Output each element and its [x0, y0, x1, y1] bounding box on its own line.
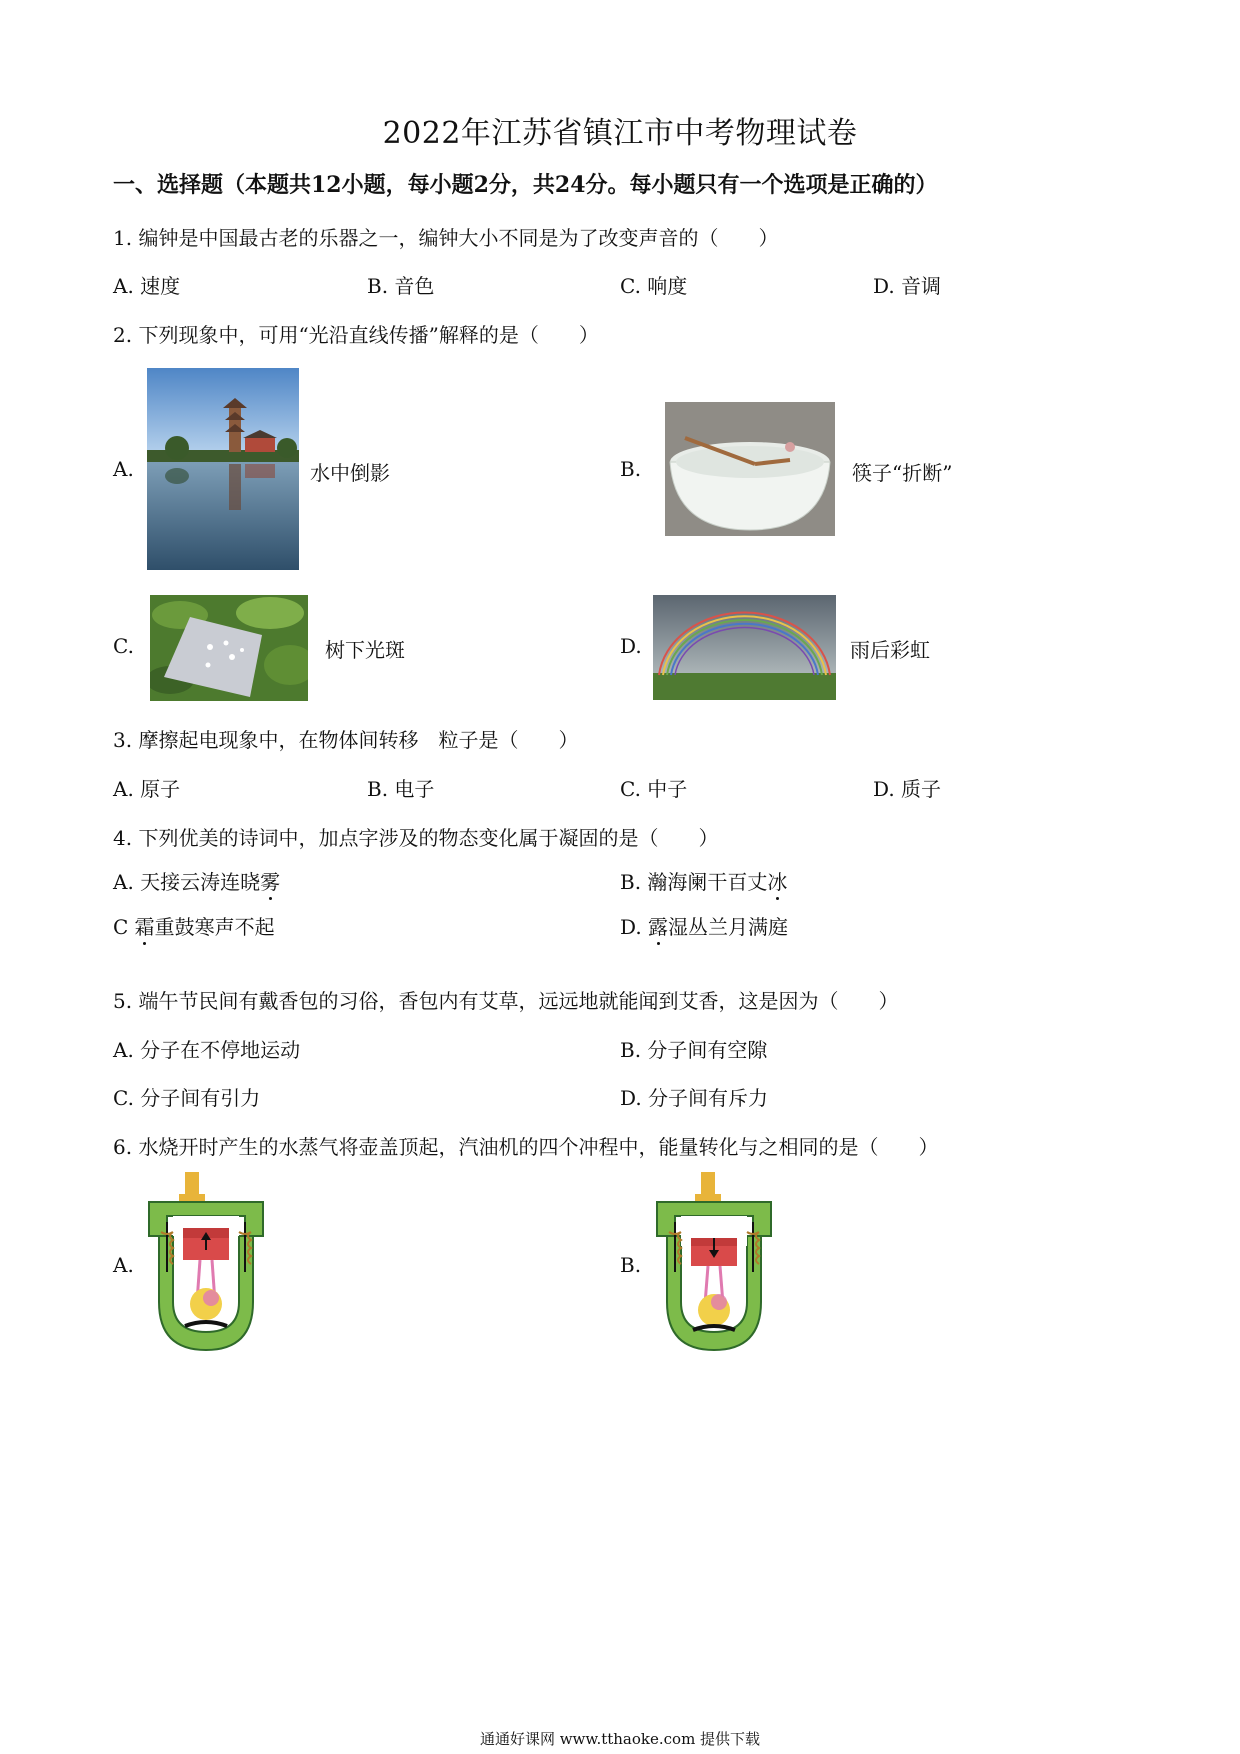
- pagoda-reflection-photo: [147, 368, 299, 570]
- q4-option-d: [620, 911, 788, 940]
- q3-option-c: C. 中子: [620, 777, 688, 801]
- engine-stroke-b-diagram: [653, 1172, 775, 1355]
- q4-b-dotted-char: 冰: [767, 870, 788, 894]
- light-spots-photo: [150, 595, 308, 701]
- q5-option-c: C. 分子间有引力: [113, 1086, 261, 1110]
- q5-option-a: A. 分子在不停地运动: [113, 1038, 301, 1062]
- q4-option-b: [620, 866, 787, 895]
- q2-option-a-label: A.: [113, 457, 134, 481]
- q4-d-dotted-char: 露: [648, 915, 669, 939]
- q3-option-b: B. 电子: [367, 777, 435, 801]
- question-4-stem: 4. 下列优美的诗词中，加点字涉及的物态变化属于凝固的是（ ）: [113, 826, 719, 850]
- question-5-stem: 5. 端午节民间有戴香包的习俗，香包内有艾草，远远地就能闻到艾香，这是因为（ ）: [113, 989, 899, 1013]
- q3-option-a: A. 原子: [113, 777, 181, 801]
- q4-a-text: A. 天接云涛连晓: [113, 870, 261, 894]
- q4-c-text: C: [113, 915, 135, 939]
- page-title: 2022年江苏省镇江市中考物理试卷: [382, 116, 858, 151]
- engine-stroke-a-diagram: [145, 1172, 267, 1355]
- question-2-stem: 2. 下列现象中，可用“光沿直线传播”解释的是（ ）: [113, 323, 599, 347]
- question-3-stem: 3. 摩擦起电现象中，在物体间转移 粒子是（ ）: [113, 728, 579, 752]
- q4-b-text: B. 瀚海阑干百丈: [620, 870, 768, 894]
- q4-d-text: D.: [620, 915, 649, 939]
- q4-c-dotted-char: 霜: [134, 915, 155, 939]
- q2-option-a-caption: 水中倒影: [310, 461, 390, 485]
- q4-d-text-post: 湿丛兰月满庭: [668, 915, 789, 939]
- q1-option-b: B. 音色: [367, 274, 435, 298]
- q3-option-d: D. 质子: [873, 777, 942, 801]
- q5-option-b: B. 分子间有空隙: [620, 1038, 768, 1062]
- rainbow-photo: [653, 595, 836, 700]
- question-1-stem: 1. 编钟是中国最古老的乐器之一，编钟大小不同是为了改变声音的（ ）: [113, 226, 779, 250]
- q1-option-d: D. 音调: [873, 274, 942, 298]
- q2-option-c-caption: 树下光斑: [325, 638, 405, 662]
- q4-c-text-post: 重鼓寒声不起: [154, 915, 275, 939]
- q6-option-b-label: B.: [620, 1253, 642, 1277]
- q4-option-c: [113, 911, 275, 940]
- q1-option-a: A. 速度: [113, 274, 181, 298]
- section-heading: 一、选择题（本题共12小题，每小题2分，共24分。每小题只有一个选项是正确的）: [113, 172, 938, 198]
- q4-a-dotted-char: 雾: [260, 870, 281, 894]
- q2-option-d-label: D.: [620, 634, 642, 658]
- page-footer: 通通好课网 www.tthaoke.com 提供下载: [479, 1730, 761, 1748]
- q2-option-c-label: C.: [113, 634, 134, 658]
- q2-option-d-caption: 雨后彩虹: [850, 638, 930, 662]
- q2-option-b-caption: 筷子“折断”: [852, 461, 953, 485]
- q2-option-b-label: B.: [620, 457, 642, 481]
- q1-option-c: C. 响度: [620, 274, 688, 298]
- question-6-stem: 6. 水烧开时产生的水蒸气将壶盖顶起，汽油机的四个冲程中，能量转化与之相同的是（ ）: [113, 1135, 939, 1159]
- q6-option-a-label: A.: [113, 1253, 134, 1277]
- chopstick-bowl-photo: [665, 402, 835, 536]
- q5-option-d: D. 分子间有斥力: [620, 1086, 769, 1110]
- q4-option-a: [113, 866, 280, 895]
